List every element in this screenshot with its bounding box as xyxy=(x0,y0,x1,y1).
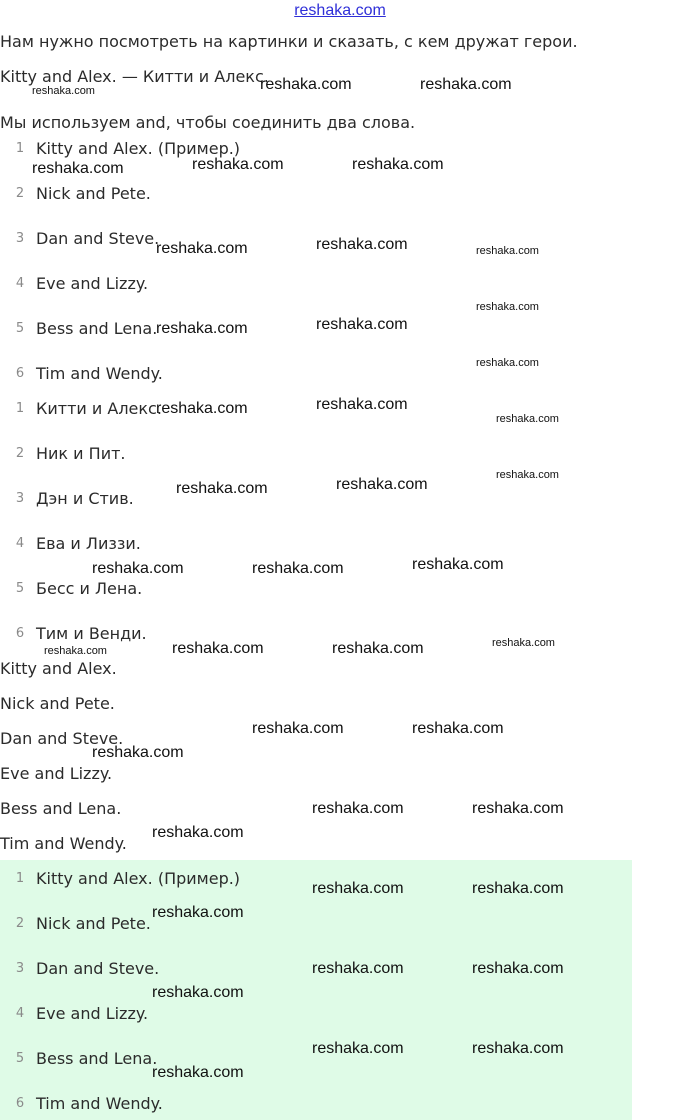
answer-item: Nick and Pete. xyxy=(36,914,151,933)
plain-line: Eve and Lizzy. xyxy=(0,764,113,783)
watermark: reshaka.com xyxy=(92,744,184,761)
watermark: reshaka.com xyxy=(156,240,248,257)
watermark: reshaka.com xyxy=(252,560,344,577)
watermark: reshaka.com xyxy=(476,357,539,369)
watermark: reshaka.com xyxy=(496,469,559,481)
watermark: reshaka.com xyxy=(472,1040,564,1057)
watermark: reshaka.com xyxy=(152,1064,244,1081)
list-ru-number: 1 xyxy=(15,401,25,416)
watermark: reshaka.com xyxy=(316,396,408,413)
watermark: reshaka.com xyxy=(352,156,444,173)
watermark: reshaka.com xyxy=(44,645,107,657)
watermark: reshaka.com xyxy=(172,640,264,657)
plain-line: Dan and Steve. xyxy=(0,729,124,748)
list-en-item: Kitty and Alex. (Пример.) xyxy=(36,139,241,158)
watermark: reshaka.com xyxy=(420,76,512,93)
list-en-number: 1 xyxy=(15,141,25,156)
watermark: reshaka.com xyxy=(476,245,539,257)
watermark: reshaka.com xyxy=(312,880,404,897)
answer-number: 3 xyxy=(15,961,25,976)
list-ru-number: 5 xyxy=(15,581,25,596)
answer-item: Dan and Steve. xyxy=(36,959,160,978)
plain-line: Tim and Wendy. xyxy=(0,834,127,853)
watermark: reshaka.com xyxy=(476,301,539,313)
plain-line: Kitty and Alex. xyxy=(0,659,117,678)
watermark: reshaka.com xyxy=(316,236,408,253)
list-en-number: 4 xyxy=(15,276,25,291)
list-ru-item: Ева и Лиззи. xyxy=(36,534,141,553)
list-ru-number: 6 xyxy=(15,626,25,641)
watermark: reshaka.com xyxy=(492,637,555,649)
watermark: reshaka.com xyxy=(252,720,344,737)
watermark: reshaka.com xyxy=(152,984,244,1001)
list-en-item: Tim and Wendy. xyxy=(36,364,163,383)
plain-line: Bess and Lena. xyxy=(0,799,122,818)
watermark: reshaka.com xyxy=(472,960,564,977)
list-ru-item: Китти и Алекс. xyxy=(36,399,162,418)
list-en-number: 5 xyxy=(15,321,25,336)
plain-line: Nick and Pete. xyxy=(0,694,115,713)
list-ru-item: Бесс и Лена. xyxy=(36,579,143,598)
watermark: reshaka.com xyxy=(472,800,564,817)
example-text: Kitty and Alex. — Китти и Алекс. xyxy=(0,67,269,86)
list-en-number: 3 xyxy=(15,231,25,246)
watermark: reshaka.com xyxy=(176,480,268,497)
watermark: reshaka.com xyxy=(332,640,424,657)
list-en-number: 6 xyxy=(15,366,25,381)
watermark: reshaka.com xyxy=(312,800,404,817)
watermark: reshaka.com xyxy=(152,904,244,921)
watermark: reshaka.com xyxy=(156,400,248,417)
list-en-item: Dan and Steve. xyxy=(36,229,160,248)
answer-number: 2 xyxy=(15,916,25,931)
site-header-link[interactable]: reshaka.com xyxy=(294,2,386,19)
answer-item: Tim and Wendy. xyxy=(36,1094,163,1113)
watermark: reshaka.com xyxy=(32,85,95,97)
watermark: reshaka.com xyxy=(152,824,244,841)
watermark: reshaka.com xyxy=(336,476,428,493)
watermark: reshaka.com xyxy=(496,413,559,425)
answer-number: 6 xyxy=(15,1096,25,1111)
answer-number: 4 xyxy=(15,1006,25,1021)
watermark: reshaka.com xyxy=(312,1040,404,1057)
intro-text: Нам нужно посмотреть на картинки и сказать, с кем дружат герои. xyxy=(0,32,578,51)
watermark: reshaka.com xyxy=(32,160,124,177)
list-ru-number: 4 xyxy=(15,536,25,551)
answer-item: Kitty and Alex. (Пример.) xyxy=(36,869,241,888)
watermark: reshaka.com xyxy=(192,156,284,173)
list-en-item: Eve and Lizzy. xyxy=(36,274,149,293)
watermark: reshaka.com xyxy=(156,320,248,337)
answer-item: Eve and Lizzy. xyxy=(36,1004,149,1023)
list-ru-item: Дэн и Стив. xyxy=(36,489,134,508)
rule-text: Мы используем and, чтобы соединить два слова. xyxy=(0,113,416,132)
watermark: reshaka.com xyxy=(260,76,352,93)
list-ru-item: Ник и Пит. xyxy=(36,444,126,463)
list-ru-number: 3 xyxy=(15,491,25,506)
answer-number: 1 xyxy=(15,871,25,886)
list-en-item: Nick and Pete. xyxy=(36,184,151,203)
list-ru-item: Тим и Венди. xyxy=(36,624,147,643)
watermark: reshaka.com xyxy=(312,960,404,977)
answer-item: Bess and Lena. xyxy=(36,1049,158,1068)
watermark: reshaka.com xyxy=(412,556,504,573)
list-ru-number: 2 xyxy=(15,446,25,461)
watermark: reshaka.com xyxy=(412,720,504,737)
answer-highlight-box xyxy=(0,860,632,1120)
answer-number: 5 xyxy=(15,1051,25,1066)
watermark: reshaka.com xyxy=(92,560,184,577)
watermark: reshaka.com xyxy=(316,316,408,333)
list-en-number: 2 xyxy=(15,186,25,201)
watermark: reshaka.com xyxy=(472,880,564,897)
list-en-item: Bess and Lena. xyxy=(36,319,158,338)
